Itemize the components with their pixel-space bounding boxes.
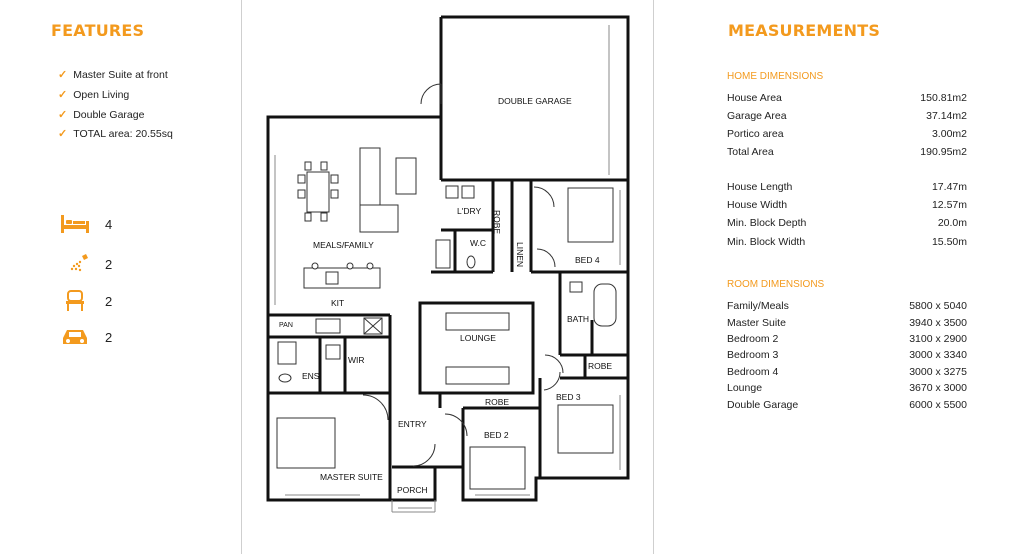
room-label-meals-family: MEALS/FAMILY xyxy=(313,240,374,250)
measurements-title: MEASUREMENTS xyxy=(728,21,881,40)
feature-item: ✓ Master Suite at front xyxy=(58,69,168,81)
room-label-bed3: BED 3 xyxy=(556,392,581,402)
room-label-entry: ENTRY xyxy=(398,419,427,429)
room-label-bed4: BED 4 xyxy=(575,255,600,265)
room-label-lounge: LOUNGE xyxy=(460,333,496,343)
room-label-kitchen: KIT xyxy=(331,298,345,308)
features-title: FEATURES xyxy=(51,21,145,40)
feature-item: ✓ TOTAL area: 20.55sq xyxy=(58,128,173,140)
home-dimensions-title: HOME DIMENSIONS xyxy=(727,71,824,82)
room-label-master-suite: MASTER SUITE xyxy=(320,472,383,482)
bedrooms-value: 4 xyxy=(105,216,113,232)
room-label-bed2: BED 2 xyxy=(484,430,509,440)
room-label-bath: BATH xyxy=(567,314,590,324)
bathrooms-value: 2 xyxy=(105,256,113,272)
room-label-wc: W.C xyxy=(470,238,487,248)
check-icon: ✓ xyxy=(58,69,68,81)
room-label-pantry: PAN xyxy=(279,322,293,329)
room-label-robe: ROBE xyxy=(492,210,502,235)
check-icon: ✓ xyxy=(58,109,68,121)
room-label-ensuite: ENS xyxy=(302,371,320,381)
room-label-wir: WIR xyxy=(348,355,365,365)
toilets-value: 2 xyxy=(105,293,113,309)
room-label-robe: ROBE xyxy=(485,397,510,407)
room-label-porch: PORCH xyxy=(397,485,428,495)
room-label-linen: LINEN xyxy=(515,242,525,268)
room-label-robe: ROBE xyxy=(588,361,613,371)
feature-item: ✓ Open Living xyxy=(58,89,130,101)
check-icon: ✓ xyxy=(58,128,68,140)
garage-value: 2 xyxy=(105,329,113,345)
room-dimensions-title: ROOM DIMENSIONS xyxy=(727,279,825,290)
room-label-laundry: L'DRY xyxy=(457,206,482,216)
feature-item: ✓ Double Garage xyxy=(58,109,145,121)
room-label-double-garage: DOUBLE GARAGE xyxy=(498,96,572,106)
check-icon: ✓ xyxy=(58,89,68,101)
